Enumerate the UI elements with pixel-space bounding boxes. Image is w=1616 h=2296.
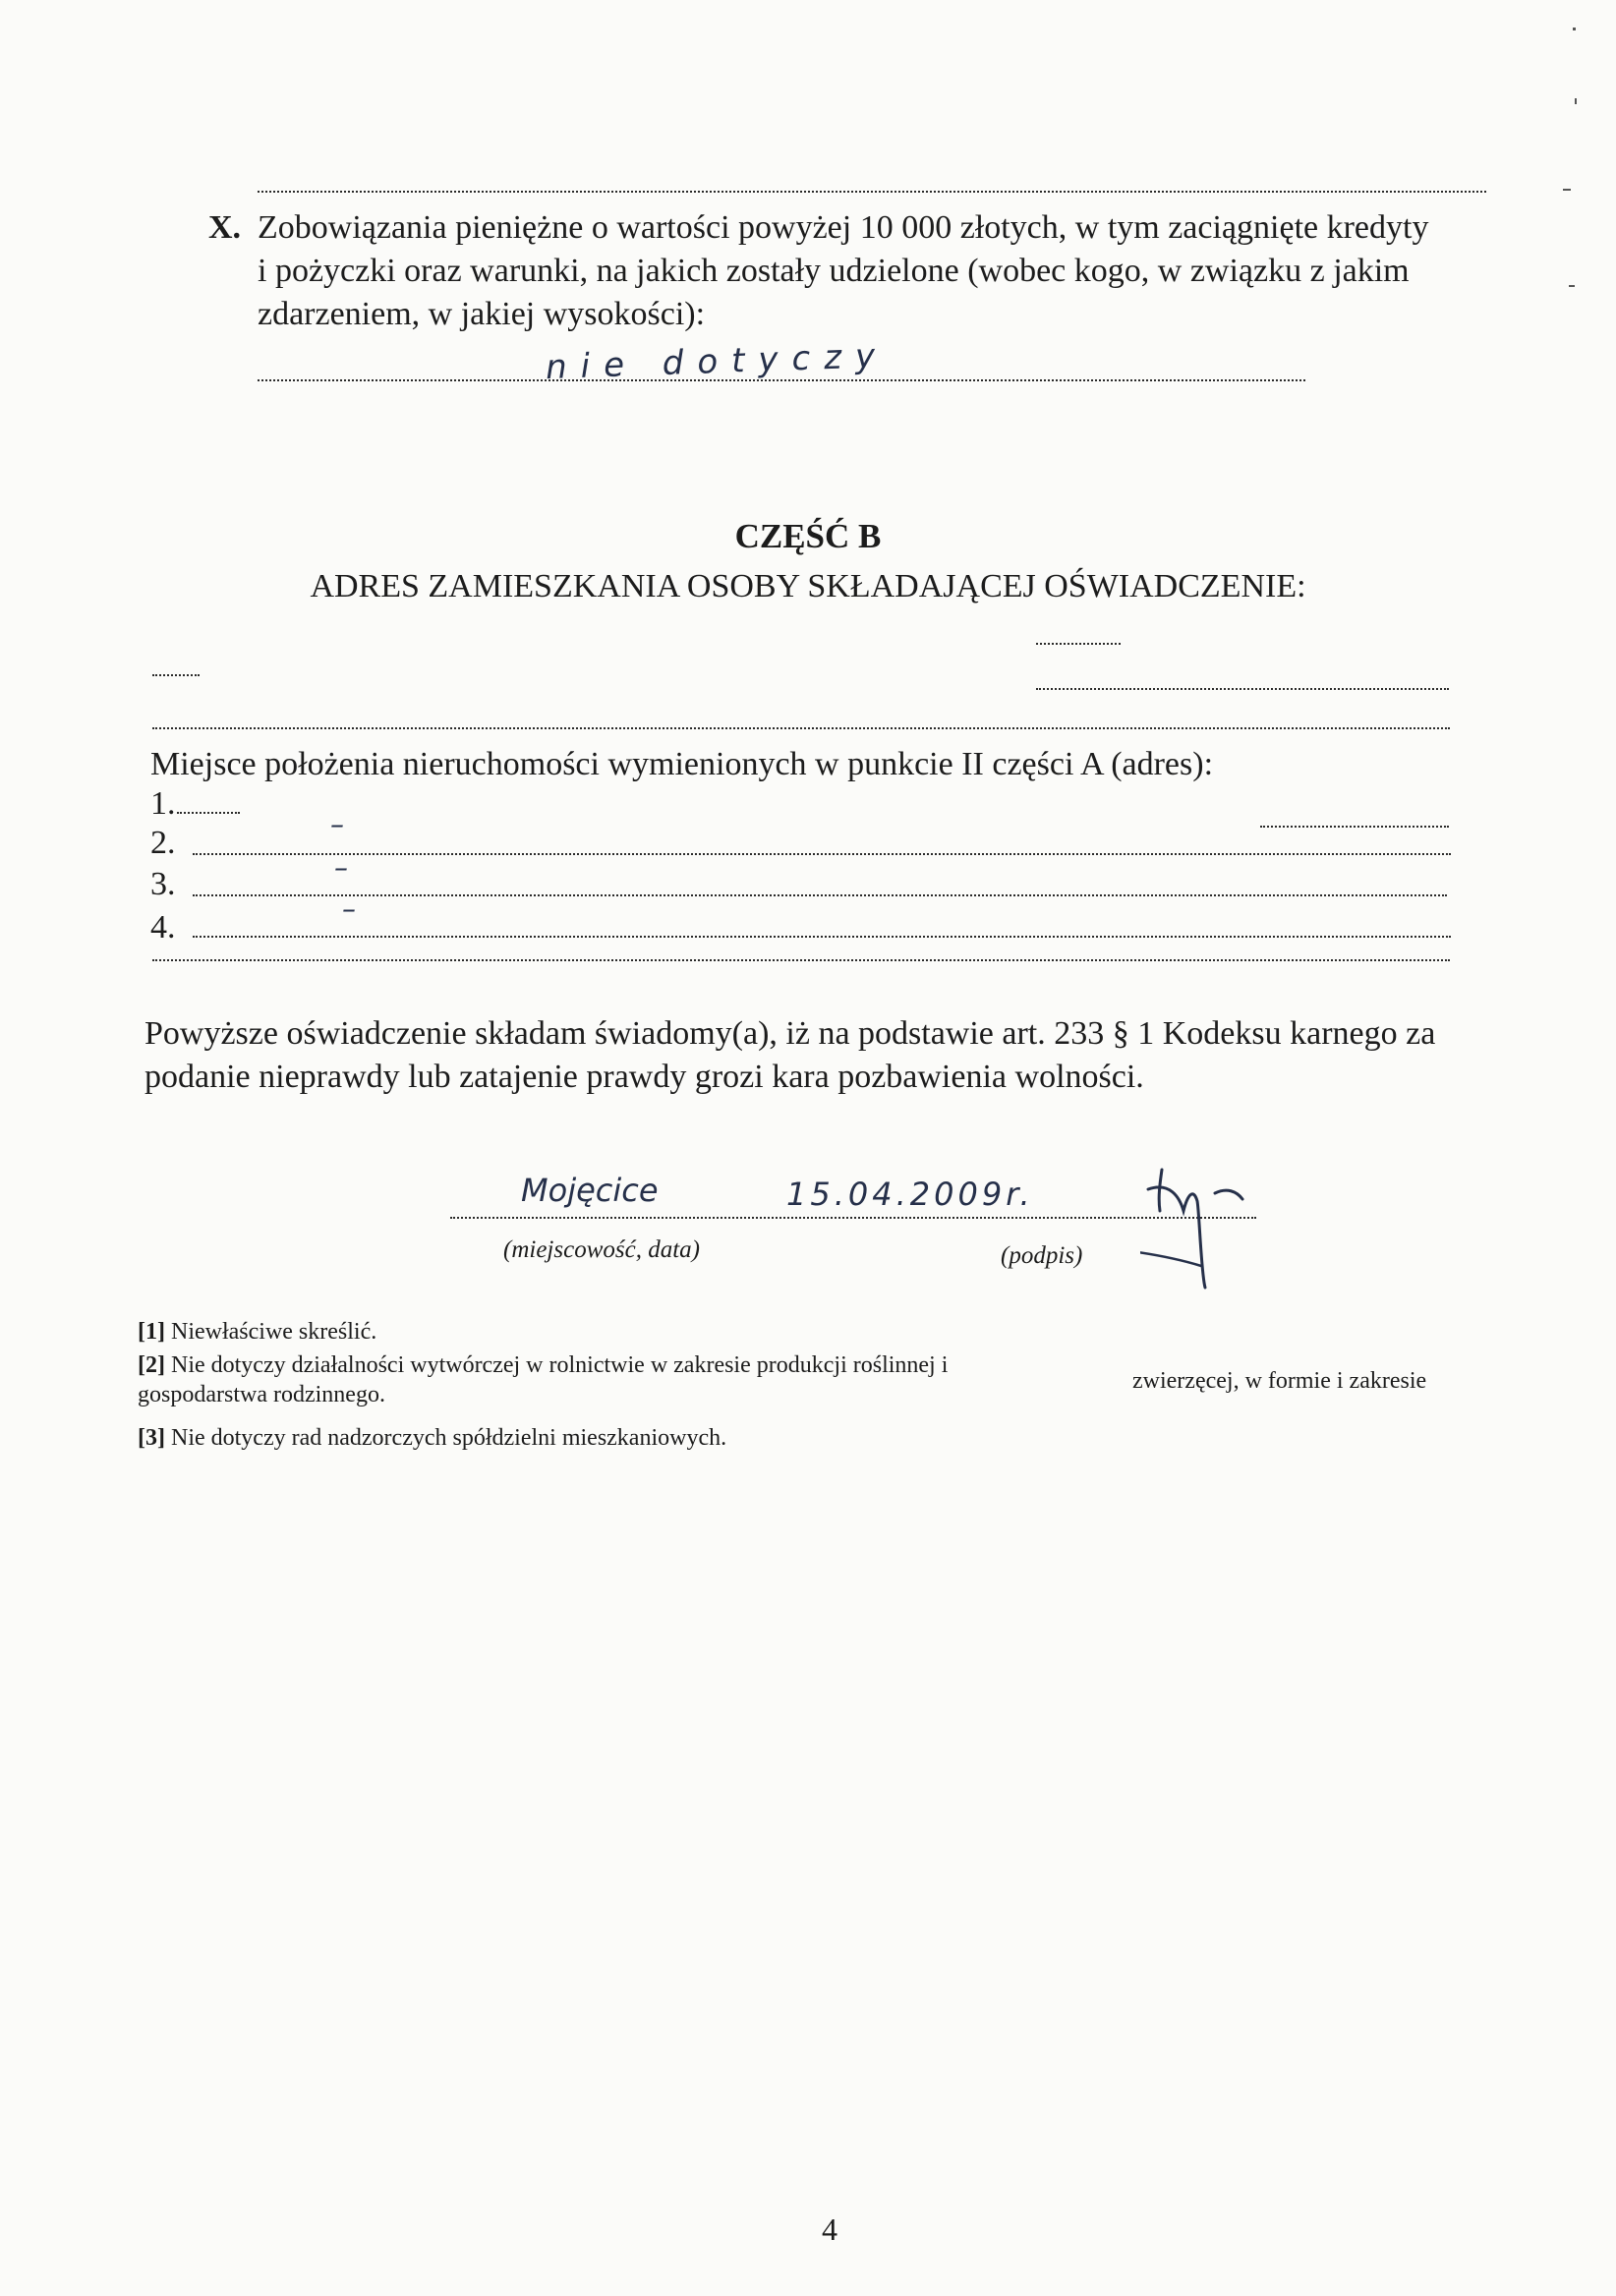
handwritten-place: Mojęcice [521,1172,659,1209]
handwritten-date: 15.04.2009r. [786,1176,1034,1213]
part-b-title: CZĘŚĆ B [734,517,882,555]
section-x-line-3: zdarzeniem, w jakiej wysokości): [258,296,706,332]
property-item-4: 4. [150,909,176,946]
footnote-2 [138,1350,948,1380]
property-dots-1a [177,812,240,814]
footnote-1-marker: [1] [138,1319,165,1345]
section-x-line-1: Zobowiązania pieniężne o wartości powyżej 10 000 złotych, w tym zaciągnięte kredyty [258,209,1429,246]
statement-line-2: podanie nieprawdy lub zatajenie prawdy grozi kara pozbawienia wolności. [144,1059,1144,1095]
footnote-2-right: zwierzęcej, w formie i zakresie [1132,1368,1427,1394]
scan-mark [1569,285,1575,287]
property-dots-2 [193,853,1451,855]
place-date-caption: (miejscowość, data) [503,1236,700,1263]
property-dash-4: – [342,892,356,925]
signature-caption: (podpis) [1001,1242,1083,1269]
footnote-3 [138,1423,726,1453]
property-label: Miejsce położenia nieruchomości wymienionych w punkcie II części A (adres): [150,746,1214,782]
property-dots-1b [1260,826,1449,828]
footnote-2-text: Nie dotyczy działalności wytwórczej w rolnictwie w zakresie produkcji roślinnej i [170,1352,949,1378]
footnote-1 [138,1317,376,1347]
dotted-line [258,191,1486,193]
address-dots-a [1036,643,1121,645]
part-b-subtitle: ADRES ZAMIESZKANIA OSOBY SKŁADAJĄCEJ OŚWIADCZENIE: [310,568,1306,604]
property-dash-3: – [334,851,348,884]
property-item-3: 3. [150,866,176,902]
answer-dotted-line [258,379,1305,381]
scan-mark [1573,28,1576,30]
address-dots-d [152,727,1450,729]
page-number: 4 [822,2211,837,2247]
footnote-2-cont: gospodarstwa rodzinnego. [138,1382,385,1407]
address-dots-c [1036,688,1449,690]
address-dots-b [152,674,200,676]
property-item-2: 2. [150,825,176,861]
place-date-dotted-line [450,1217,1256,1219]
handwritten-answer: nie dotyczy [545,335,890,388]
footnote-3-text: Nie dotyczy rad nadzorczych spółdzielni mieszkaniowych. [170,1425,727,1451]
scan-mark [1575,98,1577,104]
footnote-2-marker: [2] [138,1352,165,1378]
property-item-1: 1. [150,785,176,822]
property-dots-3 [193,894,1447,896]
property-dots-4a [193,936,1451,938]
footnote-3-marker: [3] [138,1425,165,1451]
signature-scribble [1140,1156,1258,1293]
section-x-line-2: i pożyczki oraz warunki, na jakich zostały udzielone (wobec kogo, w związku z jakim [258,253,1410,289]
property-dots-4b [152,959,1450,961]
property-dash-2: – [330,808,344,840]
statement-line-1: Powyższe oświadczenie składam świadomy(a), iż na podstawie art. 233 § 1 Kodeksu karnego za [144,1015,1436,1052]
scan-mark [1563,189,1571,191]
footnote-1-text: Niewłaściwe skreślić. [170,1319,377,1345]
section-x-marker: X. [208,209,242,246]
